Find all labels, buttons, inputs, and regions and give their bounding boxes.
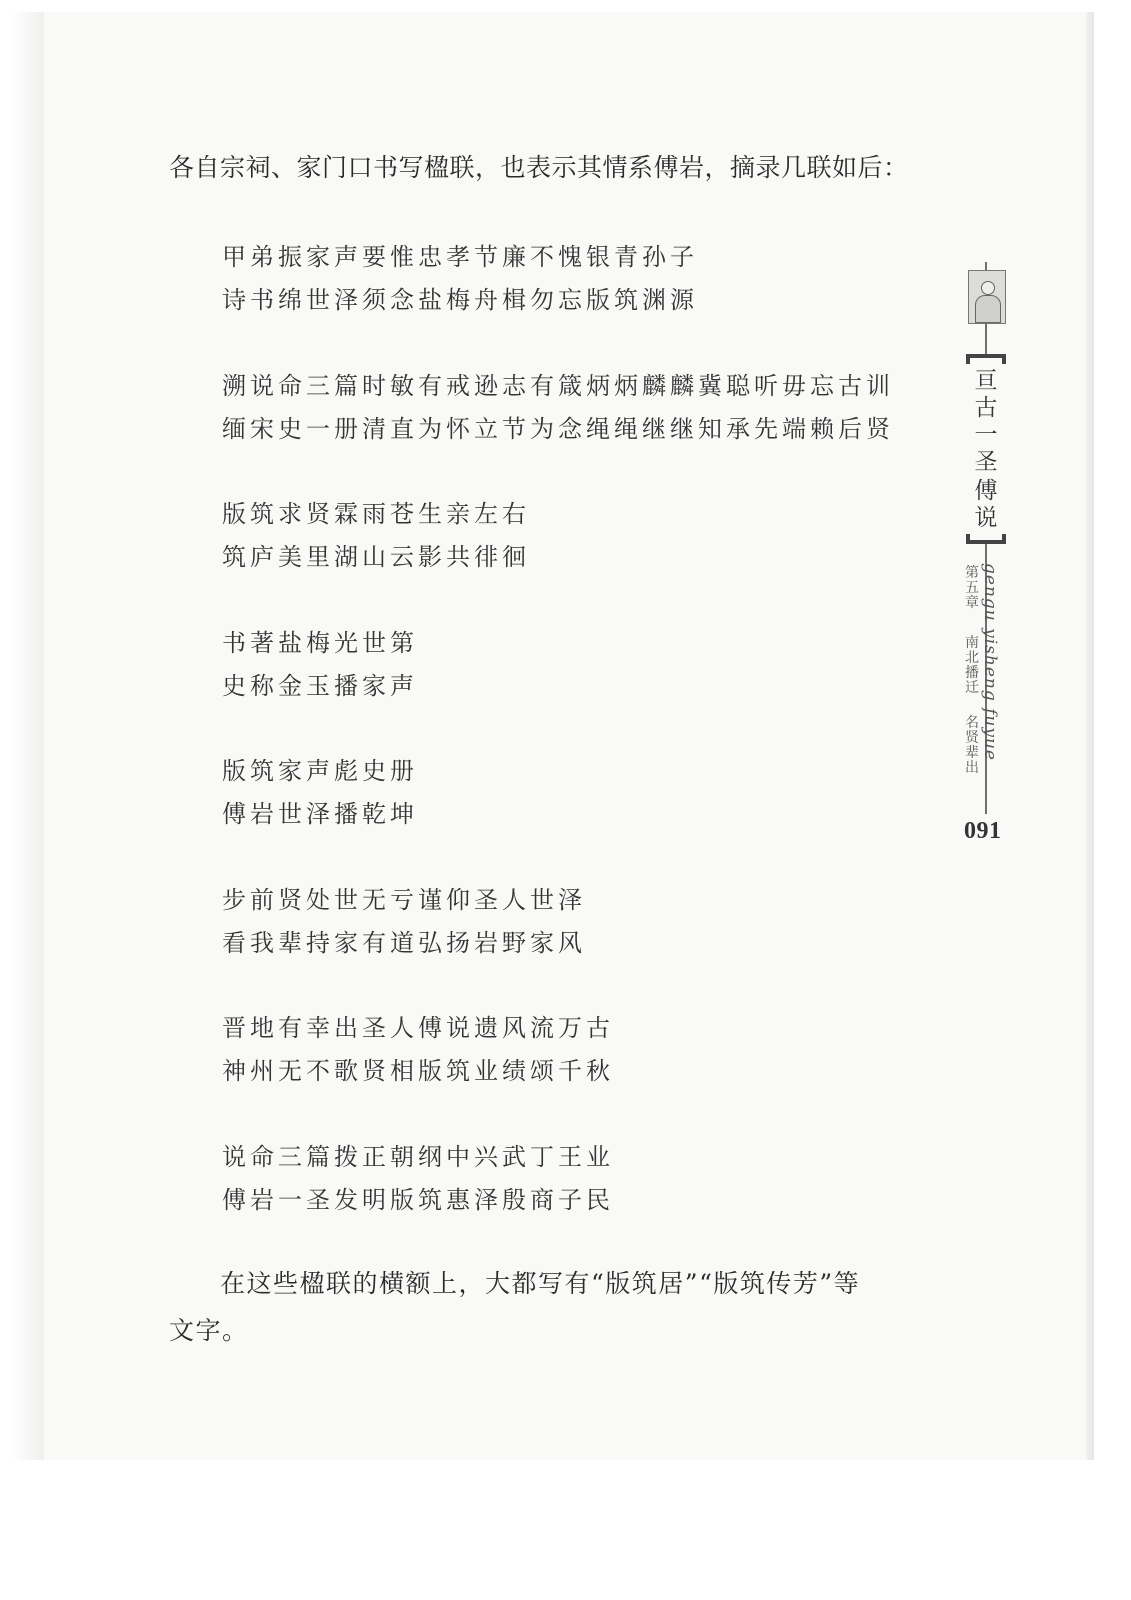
bracket-top-icon <box>966 354 1006 364</box>
intro-paragraph: 各自宗祠、家门口书写楹联，也表示其情系傅岩，摘录几联如后： <box>169 153 909 182</box>
book-title-char: 圣 <box>974 449 998 475</box>
author-portrait-icon <box>968 270 1006 324</box>
couplet-upper-line: 书著盐梅光世第 <box>222 629 418 657</box>
couplet-upper-line: 版筑家声彪史册 <box>222 757 418 785</box>
page-edge-left <box>12 12 44 1460</box>
page-number: 091 <box>964 818 1002 844</box>
book-title-char: 一 <box>974 422 998 448</box>
couplet-upper-line: 说命三篇拨正朝纲中兴武丁王业 <box>222 1143 614 1171</box>
couplet-lower-line: 傅岩一圣发明版筑惠泽殷商子民 <box>222 1186 614 1214</box>
couplet-upper-line: 溯说命三篇时敏有戒逊志有箴炳炳麟麟冀聪听毋忘古训 <box>222 372 894 400</box>
book-title-vertical <box>966 354 1006 544</box>
couplet-lower-line: 史称金玉播家声 <box>222 672 418 700</box>
couplet-upper-line: 晋地有幸出圣人傅说遗风流万古 <box>222 1014 614 1042</box>
chapter-number: 第 五 章 <box>965 565 979 611</box>
couplet-lower-line: 缅宋史一册清直为怀立节为念绳绳继继知承先端赖后贤 <box>222 415 894 443</box>
book-page <box>44 12 1094 1460</box>
closing-paragraph-line2: 文字。 <box>169 1316 249 1345</box>
bracket-bottom-icon <box>966 534 1006 544</box>
book-title-char: 说 <box>974 505 998 531</box>
couplet-upper-line: 版筑求贤霖雨苍生亲左右 <box>222 500 530 528</box>
book-title-char: 古 <box>974 395 998 421</box>
closing-paragraph-line1: 在这些楹联的横额上，大都写有“版筑居”“版筑传芳”等 <box>220 1269 861 1298</box>
couplet-lower-line: 神州无不歌贤相版筑业绩颂千秋 <box>222 1057 614 1085</box>
book-title-pinyin: gengu yisheng fuyue <box>980 563 1000 761</box>
couplet-lower-line: 筑庐美里湖山云影共徘徊 <box>222 543 530 571</box>
chapter-title-part2: 名 贤 辈 出 <box>965 715 979 776</box>
couplet-upper-line: 甲弟振家声要惟忠孝节廉不愧银青孙子 <box>222 243 698 271</box>
couplet-upper-line: 步前贤处世无亏谨仰圣人世泽 <box>222 886 586 914</box>
book-title-char: 亘 <box>974 368 998 394</box>
couplet-lower-line: 傅岩世泽播乾坤 <box>222 800 418 828</box>
side-rule-top <box>985 262 987 270</box>
couplet-lower-line: 诗书绵世泽须念盐梅舟楫勿忘版筑渊源 <box>222 286 698 314</box>
chapter-title-part1: 南 北 播 迁 <box>965 635 979 696</box>
book-title-char: 傅 <box>974 478 998 504</box>
couplet-lower-line: 看我辈持家有道弘扬岩野家风 <box>222 929 586 957</box>
side-rule-upper <box>985 322 987 354</box>
page-edge-right <box>1086 12 1094 1460</box>
